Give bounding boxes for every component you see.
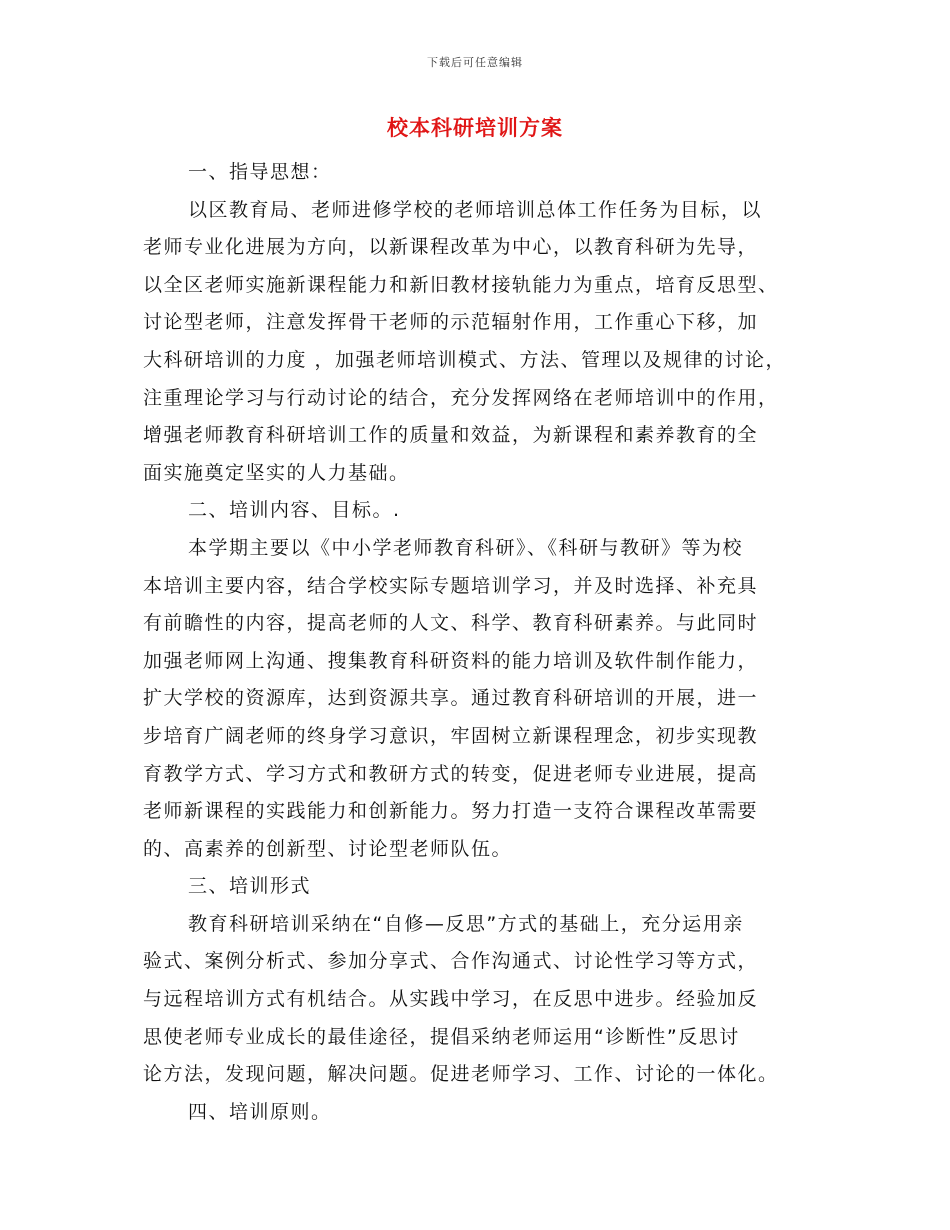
text-line: 老师新课程的实践能力和创新能力。努力打造一支符合课程改革需要 <box>143 800 759 823</box>
text-line: 讨论型老师，注意发挥骨干老师的示范辐射作用，工作重心下移，加 <box>143 311 759 334</box>
text-line: 本学期主要以《中小学老师教育科研》、《科研与教研》等为校 <box>188 536 744 559</box>
text-line: 加强老师网上沟通、搜集教育科研资料的能力培训及软件制作能力， <box>143 649 759 672</box>
text-line: 以全区老师实施新课程能力和新旧教材接轨能力为重点，培育反思型、 <box>143 273 779 296</box>
document-title: 校本科研培训方案 <box>387 116 563 140</box>
text-line: 验式、案例分析式、参加分享式、合作沟通式、讨论性学习等方式， <box>143 950 759 973</box>
text-line: 大科研培训的力度 ，加强老师培训模式、方法、管理以及规律的讨论， <box>143 348 787 371</box>
text-line: 四、培训原则。 <box>188 1100 332 1123</box>
text-line: 育教学方式、学习方式和教研方式的转变，促进老师专业进展，提高 <box>143 762 759 785</box>
text-line: 注重理论学习与行动讨论的结合，充分发挥网络在老师培训中的作用， <box>143 386 779 409</box>
text-line: 三、培训形式 <box>188 875 312 898</box>
text-line: 与远程培训方式有机结合。从实践中学习，在反思中进步。经验加反 <box>143 988 759 1011</box>
text-line: 步培育广阔老师的终身学习意识，牢固树立新课程理念，初步实现教 <box>143 724 759 747</box>
text-line: 二、培训内容、目标。. <box>188 499 401 522</box>
text-line: 增强老师教育科研培训工作的质量和效益，为新课程和素养教育的全 <box>143 424 759 447</box>
text-line: 以区教育局、老师进修学校的老师培训总体工作任务为目标，以 <box>188 198 763 221</box>
text-line: 面实施奠定坚实的人力基础。 <box>143 461 410 484</box>
text-line: 思使老师专业成长的最佳途径，提倡采纳老师运用“诊断性”反思讨 <box>143 1025 740 1048</box>
text-line: 老师专业化进展为方向，以新课程改革为中心，以教育科研为先导， <box>143 236 759 259</box>
text-line: 本培训主要内容，结合学校实际专题培训学习，并及时选择、补充具 <box>143 574 759 597</box>
document-body <box>143 154 813 1131</box>
text-line: 论方法，发现问题，解决问题。促进老师学习、工作、讨论的一体化。 <box>143 1063 779 1086</box>
text-line: 教育科研培训采纳在“自修—反思”方式的基础上，充分运用亲 <box>188 912 744 935</box>
text-line: 有前瞻性的内容，提高老师的人文、科学、教育科研素养。与此同时 <box>143 612 759 635</box>
text-line: 扩大学校的资源库，达到资源共享。通过教育科研培训的开展，进一 <box>143 687 759 710</box>
text-line: 的、高素养的创新型、讨论型老师队伍。 <box>143 837 513 860</box>
header-note: 下载后可任意编辑 <box>427 56 523 69</box>
text-line: 一、指导思想： <box>188 161 332 183</box>
